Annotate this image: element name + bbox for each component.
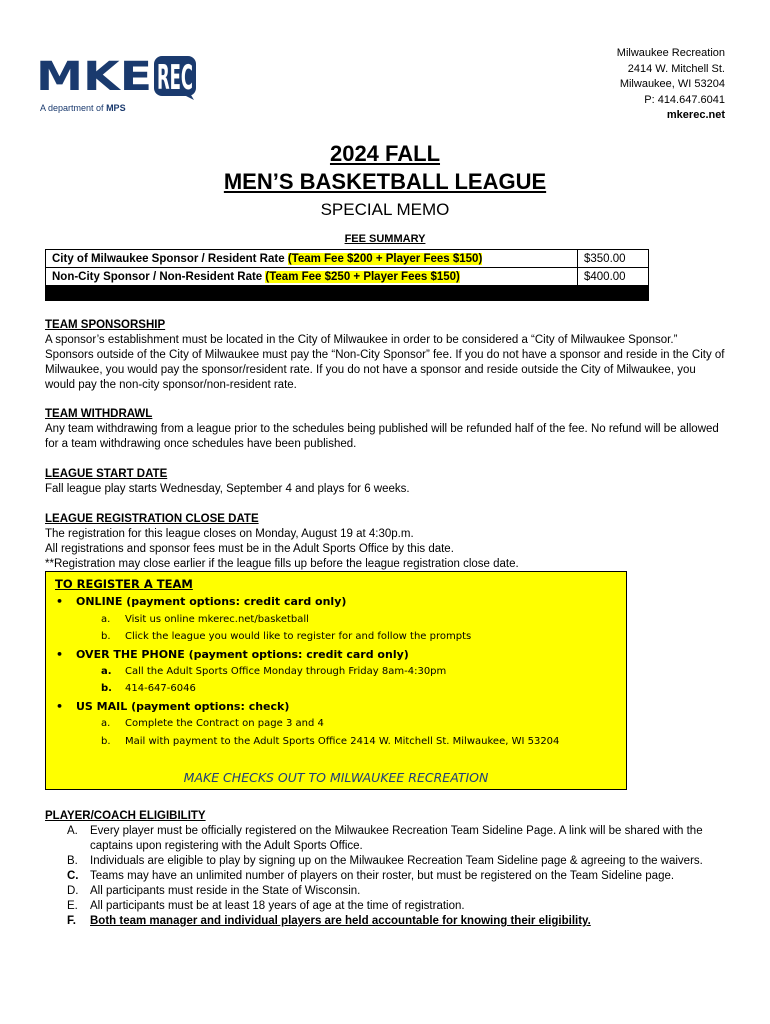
start-date-section [45, 467, 725, 497]
logo-tagline: A department of MPS [40, 103, 126, 113]
website-link[interactable]: mkerec.net [666, 109, 725, 121]
register-online: • ONLINE (payment options: credit card only) [56, 595, 347, 608]
start-date-body: Fall league play starts Wednesday, September 4 and plays for 6 weeks. [45, 483, 410, 495]
withdrawl-section [45, 407, 725, 452]
fee-row [46, 250, 649, 268]
bullet-icon: • [56, 700, 64, 713]
sponsorship-body: A sponsor’s establishment must be located in the City of Milwaukee in order to be considered a “City of Milwaukee Sponsor.” Sponsors outside of the City of Milwaukee must pay the “Non-City Sponsor” fee. If you do not have a sponsor and reside in the City of Milwaukee, you would pay the sponsor/resident rate. If you do not have a sponsor and reside outside the City of Milwaukee, you would pay the non-city sponsor/non-resident rate. [45, 334, 725, 391]
list-item: D. All participants must reside in the State of Wisconsin. [67, 885, 361, 897]
register-phone-a: a. Call the Adult Sports Office Monday through Friday 8am-4:30pm [101, 666, 447, 677]
fee-summary-heading: FEE SUMMARY [344, 233, 426, 245]
fee-table [45, 249, 649, 301]
mkerec-logo [36, 50, 201, 113]
title-line-2: MEN’S BASKETBALL LEAGUE [223, 169, 547, 194]
city-state-zip: Milwaukee, WI 53204 [619, 78, 725, 90]
register-heading: TO REGISTER A TEAM [55, 577, 193, 591]
close-date-line: All registrations and sponsor fees must be in the Adult Sports Office by this date. [45, 543, 454, 555]
memo-subtitle: SPECIAL MEMO [320, 200, 450, 219]
withdrawl-heading: TEAM WITHDRAWL [45, 408, 153, 420]
fee-label-cell: Non-City Sponsor / Non-Resident Rate (Team Fee $250 + Player Fees $150) [46, 268, 578, 286]
eligibility-section [45, 809, 725, 929]
register-mail-a: a. Complete the Contract on page 3 and 4 [101, 718, 324, 729]
fee-table-black-row [46, 286, 649, 301]
fee-amount: $350.00 [578, 250, 649, 268]
close-date-heading: LEAGUE REGISTRATION CLOSE DATE [45, 513, 259, 525]
list-item: E. All participants must be at least 18 years of age at the time of registration. [67, 900, 465, 912]
make-checks-note: MAKE CHECKS OUT TO MILWAUKEE RECREATION [183, 770, 489, 785]
register-phone: • OVER THE PHONE (payment options: credit card only) [56, 648, 409, 661]
register-mail-b: b. Mail with payment to the Adult Sports Office 2414 W. Mitchell St. Milwaukee, WI 53204 [101, 736, 560, 747]
mkerec-logo-mark [36, 50, 201, 102]
title-line-1: 2024 FALL [329, 141, 441, 166]
phone-number: P: 414.647.6041 [644, 93, 725, 106]
close-date-section [45, 512, 725, 572]
sponsorship-heading: TEAM SPONSORSHIP [45, 319, 166, 331]
bullet-icon: • [56, 595, 64, 608]
fee-label-cell: City of Milwaukee Sponsor / Resident Rate (Team Fee $200 + Player Fees $150) [46, 250, 578, 268]
svg-text:MKE: MKE [36, 54, 152, 100]
fee-row [46, 268, 649, 286]
register-box [45, 571, 627, 790]
eligibility-heading: PLAYER/COACH ELIGIBILITY [45, 810, 206, 822]
sponsorship-section [45, 318, 725, 393]
close-date-line: The registration for this league closes on Monday, August 19 at 4:30p.m. [45, 528, 414, 540]
svg-text:REC: REC [157, 58, 193, 98]
register-online-b: b. Click the league you would like to register for and follow the prompts [101, 631, 472, 642]
register-phone-b: b. 414-647-6046 [101, 683, 196, 694]
list-item: F. Both team manager and individual players are held accountable for knowing their eligibility. [67, 915, 591, 927]
bullet-icon: • [56, 648, 64, 661]
org-name: Milwaukee Recreation [616, 47, 725, 59]
street-address: 2414 W. Mitchell St. [627, 62, 725, 75]
address-block [617, 46, 725, 124]
start-date-heading: LEAGUE START DATE [45, 468, 168, 480]
list-item: A. Every player must be officially registered on the Milwaukee Recreation Team Sideline Page. A link will be shared with the captains upon registering with the Adult Sports Office. [67, 825, 703, 852]
list-item: C. Teams may have an unlimited number of players on their roster, but must be registered on the Team Sideline page. [67, 870, 675, 882]
list-item: B. Individuals are eligible to play by signing up on the Milwaukee Recreation Team Sideline page & agreeing to the waivers. [67, 855, 703, 867]
withdrawl-body: Any team withdrawing from a league prior to the schedules being published will be refunded half of the fee. No refund will be allowed for a team withdrawing once schedules have been published. [45, 423, 719, 450]
register-mail: • US MAIL (payment options: check) [56, 700, 290, 713]
memo-title [0, 140, 770, 221]
fee-amount: $400.00 [578, 268, 649, 286]
register-online-a: a. Visit us online mkerec.net/basketball [101, 614, 309, 625]
close-date-line: **Registration may close earlier if the league fills up before the league registration close date. [45, 558, 519, 570]
